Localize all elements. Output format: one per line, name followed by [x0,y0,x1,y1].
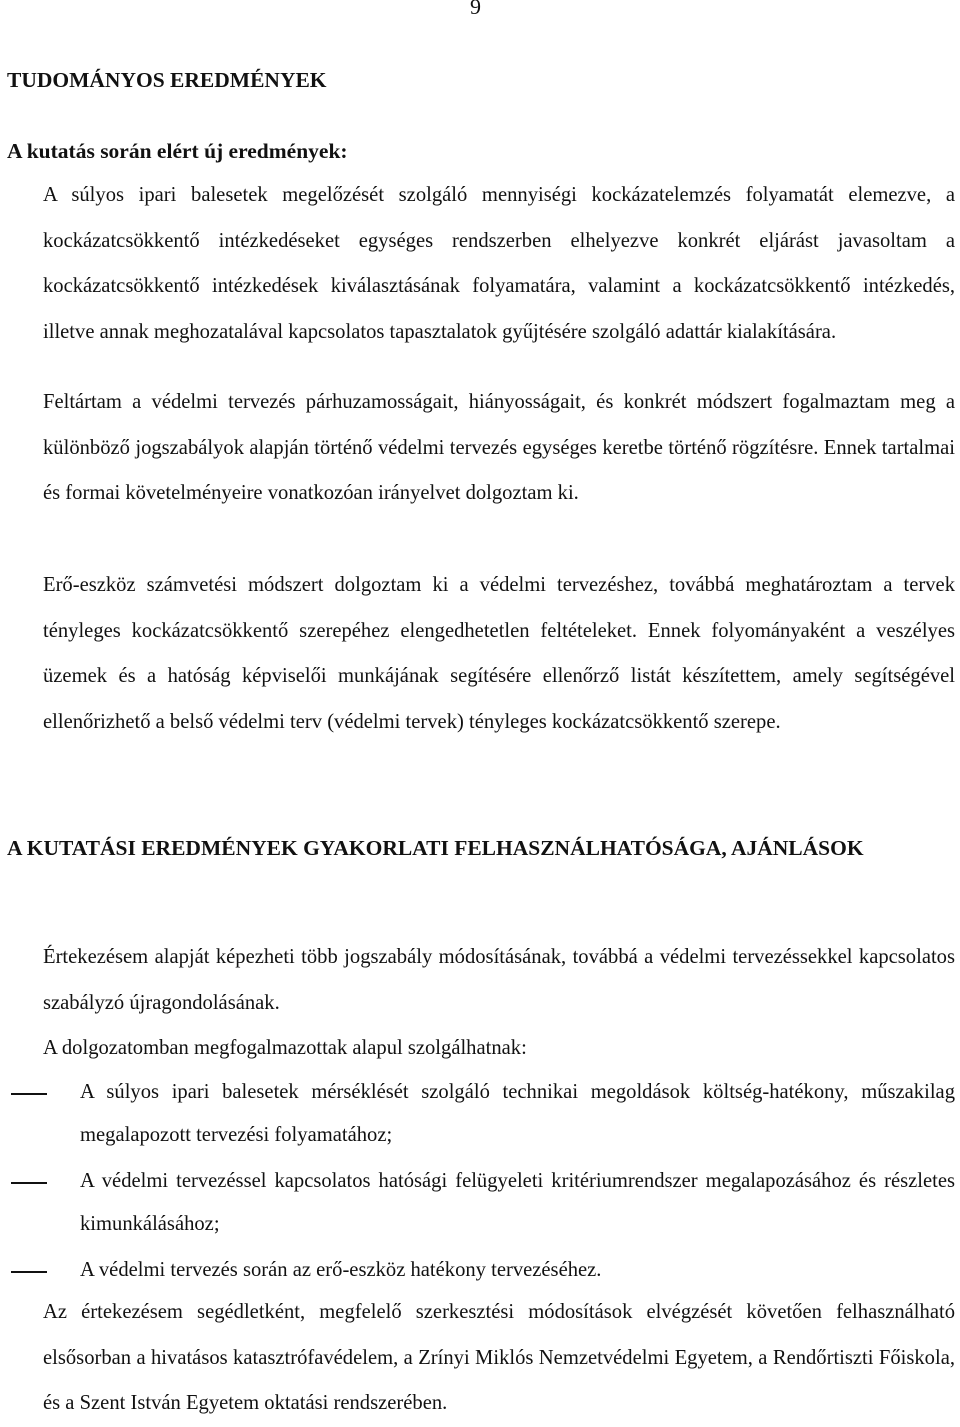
recommendation-item-1 [7,935,955,1026]
recommendation-item-1-text: Értekezésem alapját képezheti több jogszabály módosításának, továbbá a védelmi tervezéssekkel kapcsolatos szabályzó újragondolásának. [43,946,955,1014]
result-item-1-text: A súlyos ipari balesetek megelőzését szolgáló mennyiségi kockázatelemzés folyamatát elemezve, a kockázatcsökkentő intézkedéseket egységes rendszerben elhelyezve konkrét eljárást javasoltam a kockázatcsökkentő intézkedések kiválasztásának folyamatára, valamint a kockázatcsökkentő intézkedés, illetve annak meghozatalával kapcsolatos tapasztalatok gyűjtésére szolgáló adattár kialakítására. [43,184,955,343]
result-item-3-text: Erő-eszköz számvetési módszert dolgoztam ki a védelmi tervezéshez, továbbá meghatároztam a tervek tényleges kockázatcsökkentő szerepéhez elengedhetetlen feltételeket. Ennek folyományaként a veszélyes üzemek és a hatóság képviselői munkájának segítésére ellenőrző listát készítettem, amely segítségével ellenőrizhető a belső védelmi terv (védelmi tervek) tényleges kockázatcsökkentő szerepe. [43,574,955,733]
result-item-1-number [7,173,43,219]
recommendation-item-2-number [7,1026,43,1072]
result-item-3 [7,563,955,745]
recommendation-item-1-number [7,935,43,981]
result-item-1 [7,173,955,355]
bullet-item-1 [7,1071,955,1157]
page-number: 9 [470,0,481,19]
recommendation-item-3-number [7,1290,43,1336]
section-title-results: TUDOMÁNYOS EREDMÉNYEK [7,68,327,92]
result-item-3-number [7,563,43,609]
recommendation-item-3 [7,1290,955,1427]
result-item-2-number [7,380,43,426]
section-title-applicability: A KUTATÁSI EREDMÉNYEK GYAKORLATI FELHASZNÁLHATÓSÁGA, AJÁNLÁSOK [7,836,864,860]
recommendation-item-2 [7,1026,955,1072]
bullet-item-1-text: A súlyos ipari balesetek mérséklését szolgáló technikai megoldások költség-hatékony, műszakilag megalapozott tervezési folyamatához; [80,1081,955,1146]
recommendation-item-3-text: Az értekezésem segédletként, megfelelő szerkesztési módosítások elvégzését követően felhasználható elsősorban a hivatásos katasztrófavédelem, a Zrínyi Miklós Nemzetvédelmi Egyetem, a Rendőrtiszti Főiskola, és a Szent István Egyetem oktatási rendszerében. [43,1301,955,1415]
bullet-item-2-text: A védelmi tervezéssel kapcsolatos hatósági felügyeleti kritériumrendszer megalapozásához és részletes kimunkálásához; [80,1170,955,1235]
bullet-item-3 [7,1249,955,1292]
result-item-2 [7,380,955,517]
bullet-item-3-text: A védelmi tervezés során az erő-eszköz hatékony tervezéséhez. [80,1259,602,1281]
result-item-2-text: Feltártam a védelmi tervezés párhuzamosságait, hiányosságait, és konkrét módszert fogalmaztam meg a különböző jogszabályok alapján történő védelmi tervezés egységes keretbe történő rögzítésre. Ennek tartalmai és formai követelményeire vonatkozóan irányelvet dolgoztam ki. [43,391,955,505]
section-subtitle-new-results: A kutatás során elért új eredmények: [7,139,348,163]
recommendation-item-2-text: A dolgozatomban megfogalmazottak alapul szolgálhatnak: [43,1037,527,1059]
bullet-item-2 [7,1160,955,1246]
